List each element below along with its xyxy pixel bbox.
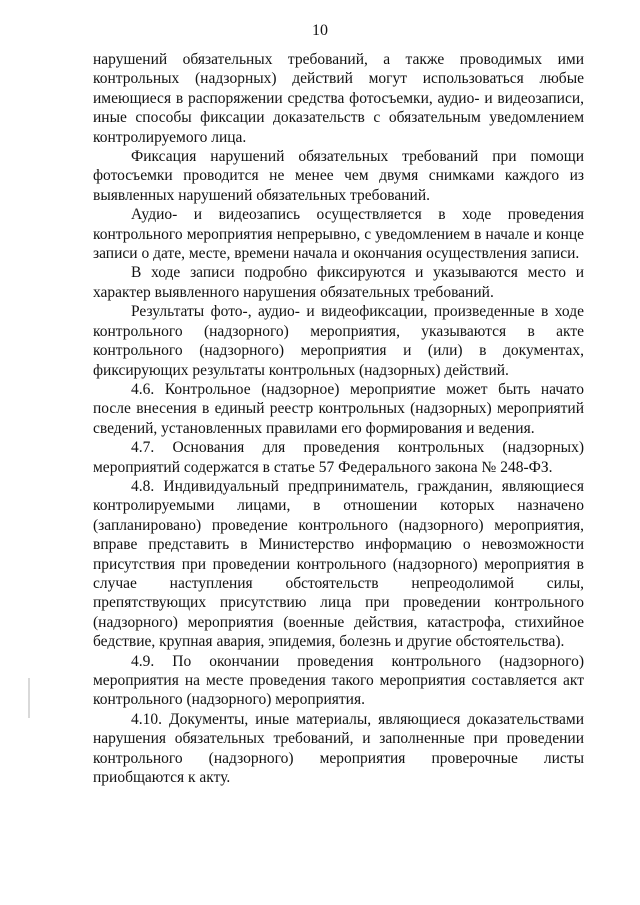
paragraph-continuation: нарушений обязательных требований, а также проводимых ими контрольных (надзорных) действий могут использоваться любые имеющиеся в распоряжении средства фотосъемки, аудио- и видеозаписи, иные способы фиксации доказательств с обязательным уведомлением контролируемого лица. (93, 51, 584, 146)
document-body (93, 50, 584, 787)
paragraph-fixation-results: Результаты фото-, аудио- и видеофиксации, произведенные в ходе контрольного (надзорного) мероприятия, указываются в акте контрольного (надзорного) мероприятия и (или) в документах, фиксирующих результаты контрольных (надзорных) действий. (93, 303, 584, 379)
paragraph-4-8: 4.8. Индивидуальный предприниматель, гражданин, являющиеся контролируемыми лицами, в отношении которых назначено (запланировано) проведение контрольного (надзорного) мероприятия, вправе представить в Министерство информацию о невозможности присутствия при проведении контрольного (надзорного) мероприятия в случае наступления обстоятельств непреодолимой силы, препятствующих присутствию лица при проведении контрольного (надзорного) мероприятия (военные действия, катастрофа, стихийное бедствие, крупная авария, эпидемия, болезнь и другие обстоятельства). (93, 477, 584, 651)
paragraph-4-9: 4.9. По окончании проведения контрольного (надзорного) мероприятия на месте проведения такого мероприятия составляется акт контрольного (надзорного) мероприятия. (93, 652, 584, 709)
paragraph-4-6: 4.6. Контрольное (надзорное) мероприятие может быть начато после внесения в единый реестр контрольных (надзорных) мероприятий сведений, установленных правилами его формирования и ведения. (93, 380, 584, 437)
paragraph-4-10: 4.10. Документы, иные материалы, являющиеся доказательствами нарушения обязательных требований, и заполненные при проведении контрольного (надзорного) мероприятия проверочные листы приобщаются к акту. (93, 710, 584, 787)
paragraph-photo-fixation: Фиксация нарушений обязательных требований при помощи фотосъемки проводится не менее чем двумя снимками каждого из выявленных нарушений обязательных требований. (93, 148, 584, 204)
paragraph-audio-video: Аудио- и видеозапись осуществляется в ходе проведения контрольного мероприятия непрерывно, с уведомлением в начале и конце записи о дате, месте, времени начала и окончания осуществления записи. (93, 206, 584, 263)
paragraph-recording-details: В ходе записи подробно фиксируются и указываются место и характер выявленного нарушения обязательных требований. (93, 264, 584, 301)
scan-artifact-line (28, 678, 30, 718)
page-number: 10 (312, 22, 328, 39)
paragraph-4-7: 4.7. Основания для проведения контрольных (надзорных) мероприятий содержатся в статье 57 Федерального закона № 248-ФЗ. (93, 439, 584, 476)
